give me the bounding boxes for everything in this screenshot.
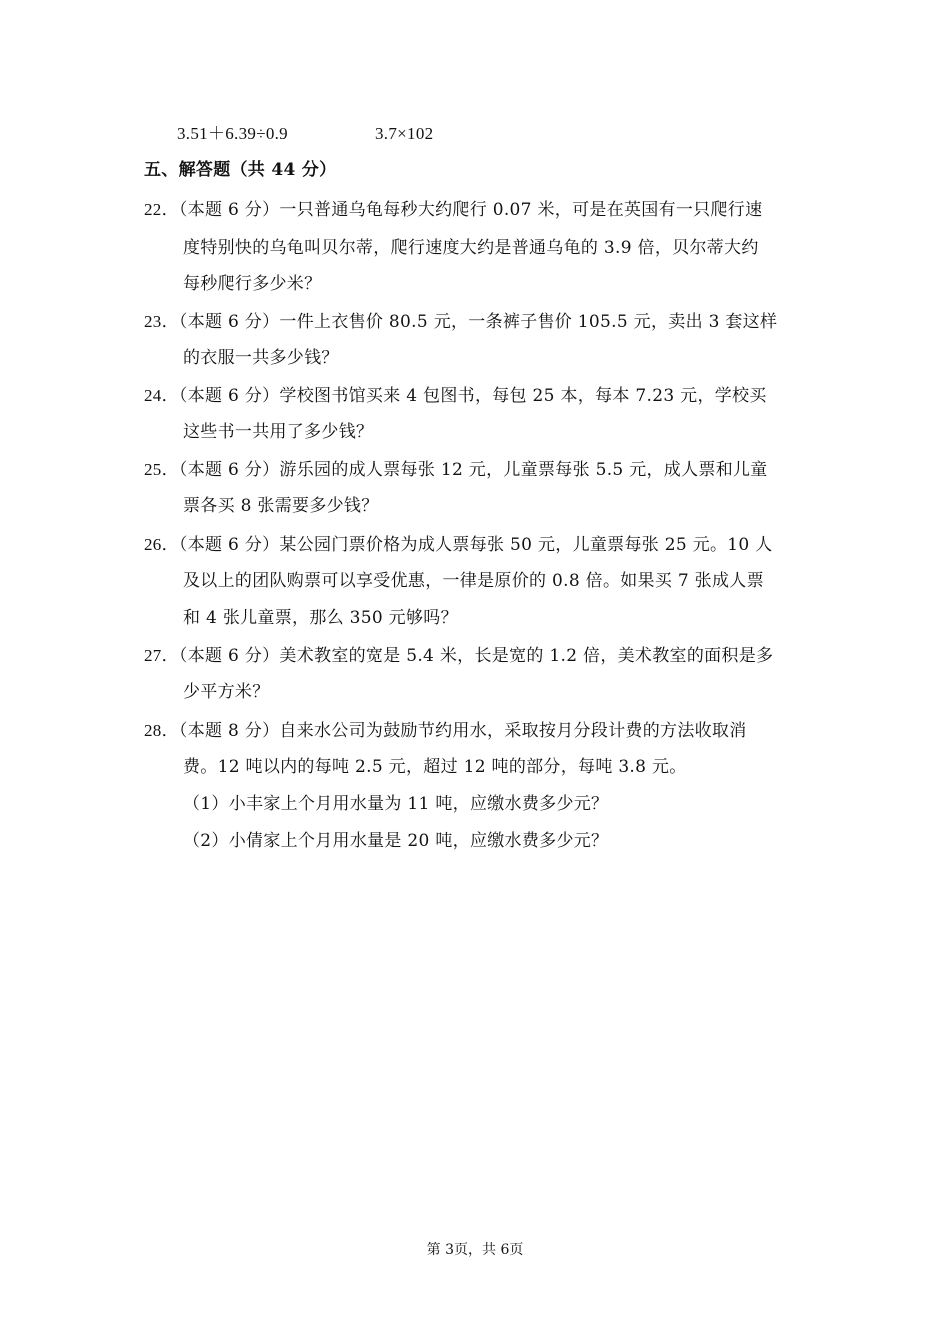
question-number: 22． [144,200,179,219]
question-number: 26． [144,535,179,554]
question-number: 28． [144,721,179,740]
question-28-subquestion-1: （1）小丰家上个月用水量为 11 吨，应缴水费多少元？ [183,794,609,814]
question-24-line-1 [144,384,767,408]
question-text: （本题 6 分）某公园门票价格为成人票每张 50 元，儿童票每张 25 元。10 人 [178,535,773,555]
question-text: （本题 6 分）学校图书馆买来 4 包图书，每包 25 本，每本 7.23 元，学校买 [178,386,767,406]
question-text: （本题 6 分）游乐园的成人票每张 12 元，儿童票每张 5.5 元，成人票和儿童 [178,460,768,480]
question-text: （本题 6 分）一件上衣售价 80.5 元，一条裤子售价 105.5 元，卖出 3 套这样 [178,312,778,332]
question-number: 24． [144,386,179,405]
question-23-line-2: 的衣服一共多少钱？ [183,348,339,368]
question-26-line-2: 及以上的团队购票可以享受优惠，一律是原价的 0.8 倍。如果买 7 张成人票 [183,571,764,591]
question-23-line-1 [144,310,777,334]
question-28-line-2: 费。12 吨以内的每吨 2.5 元，超过 12 吨的部分，每吨 3.8 元。 [183,757,687,777]
question-number: 25． [144,460,179,479]
question-27-line-2: 少平方米？ [183,682,270,702]
question-22-line-3: 每秒爬行多少米？ [183,274,322,294]
question-text: （本题 8 分）自来水公司为鼓励节约用水，采取按月分段计费的方法收取消 [178,721,747,741]
question-24-line-2: 这些书一共用了多少钱？ [183,422,374,442]
calc-expression-1: 3.51＋6.39÷0.9 [177,124,288,143]
question-text: （本题 6 分）美术教室的宽是 5.4 米，长是宽的 1.2 倍，美术教室的面积是多 [178,646,774,666]
question-25-line-1 [144,458,768,482]
question-26-line-3: 和 4 张儿童票，那么 350 元够吗？ [183,608,458,628]
question-number: 23． [144,312,179,331]
question-27-line-1 [144,644,773,668]
page-footer: 第 3页，共 6页 [426,1242,524,1258]
question-26-line-1 [144,533,773,557]
calc-expression-2: 3.7×102 [375,124,434,143]
question-22-line-1 [144,198,762,222]
question-25-line-2: 票各买 8 张需要多少钱？ [183,496,379,516]
question-22-line-2: 度特别快的乌龟叫贝尔蒂，爬行速度大约是普通乌龟的 3.9 倍，贝尔蒂大约 [183,238,759,258]
section-heading: 五、解答题（共 44 分） [144,160,337,180]
question-28-subquestion-2: （2）小倩家上个月用水量是 20 吨，应缴水费多少元？ [183,831,609,851]
question-28-line-1 [144,719,747,743]
question-number: 27． [144,646,179,665]
question-text: （本题 6 分）一只普通乌龟每秒大约爬行 0.07 米，可是在英国有一只爬行速 [178,200,763,220]
